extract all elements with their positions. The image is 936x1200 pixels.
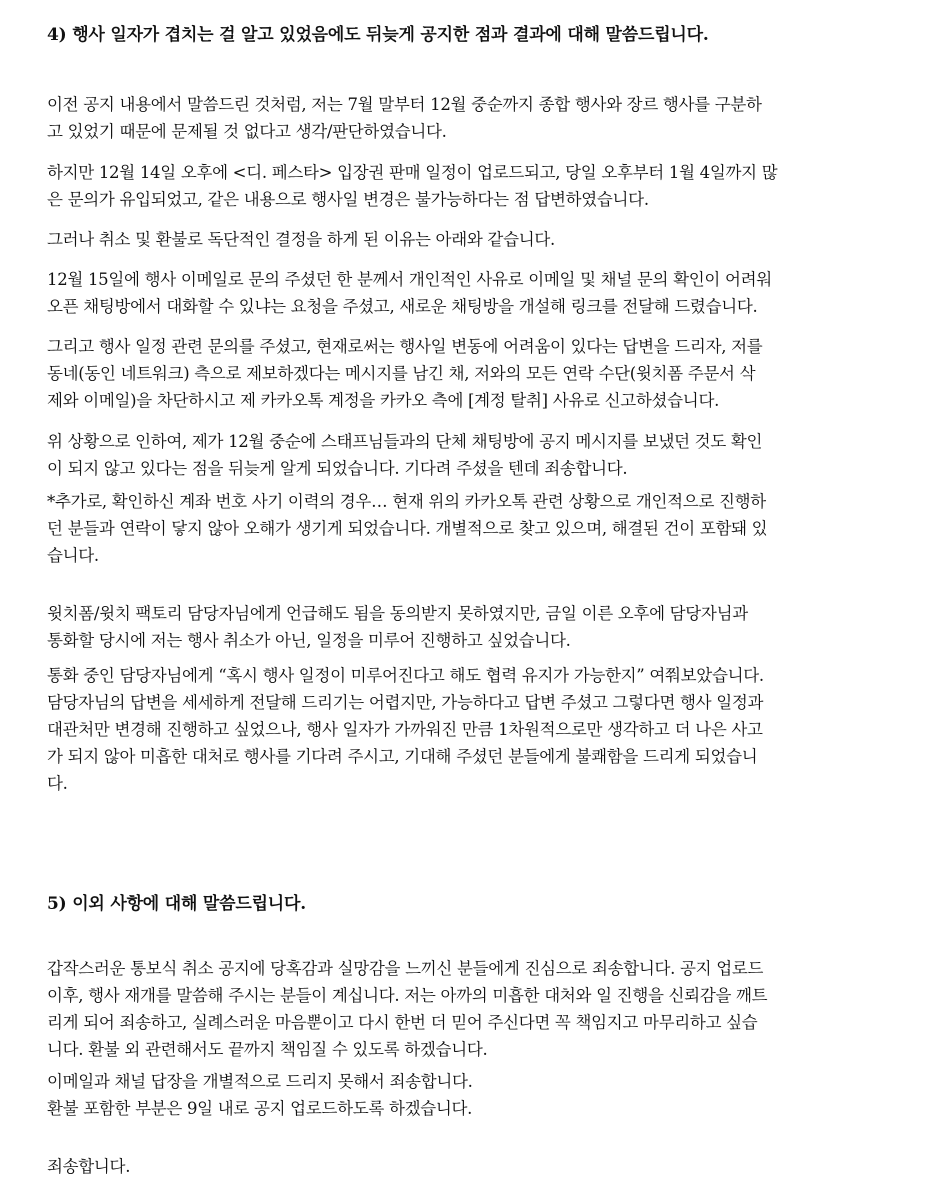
text-line: 은 문의가 유입되었고, 같은 내용으로 행사일 변경은 불가능하다는 점 답변하였습니다. bbox=[47, 190, 649, 209]
text-line: 하지만 12월 14일 오후에 <디. 페스타> 입장권 판매 일정이 업로드되고, 당일 오후부터 1월 4일까지 많 bbox=[47, 163, 778, 182]
text-line: 그러나 취소 및 환불로 독단적인 결정을 하게 된 이유는 아래와 같습니다. bbox=[47, 230, 555, 249]
section-4-heading: 4) 행사 일자가 겹치는 걸 알고 있었음에도 뒤늦게 공지한 점과 결과에 대해 말씀드립니다. bbox=[47, 25, 709, 45]
section-4-paragraph-6 bbox=[47, 428, 887, 482]
text-line: 갑작스러운 통보식 취소 공지에 당혹감과 실망감을 느끼신 분들에게 진심으로 죄송합니다. 공지 업로드 bbox=[47, 959, 764, 978]
text-line: 동네(동인 네트워크) 측으로 제보하겠다는 메시지를 남긴 채, 저와의 모든 연락 수단(윗치폼 주문서 삭 bbox=[47, 364, 756, 383]
section-4-paragraph-4 bbox=[47, 266, 887, 320]
text-line: 환불 포함한 부분은 9일 내로 공지 업로드하도록 하겠습니다. bbox=[47, 1099, 473, 1118]
text-line: 12월 15일에 행사 이메일로 문의 주셨던 한 분께서 개인적인 사유로 이메일 및 채널 문의 확인이 어려워 bbox=[47, 270, 772, 289]
section-5-paragraph-1 bbox=[47, 955, 887, 1063]
text-line: 고 있었기 때문에 문제될 것 없다고 생각/판단하였습니다. bbox=[47, 122, 447, 141]
section-5-heading: 5) 이외 사항에 대해 말씀드립니다. bbox=[47, 894, 306, 914]
text-line: 다. bbox=[47, 774, 68, 793]
text-line: 던 분들과 연락이 닿지 않아 오해가 생기게 되었습니다. 개별적으로 찾고 있으며, 해결된 건이 포함돼 있 bbox=[47, 519, 768, 538]
text-line: 이 되지 않고 있다는 점을 뒤늦게 알게 되었습니다. 기다려 주셨을 텐데 죄송합니다. bbox=[47, 459, 628, 478]
section-5-paragraph-2 bbox=[47, 1068, 887, 1122]
text-line: 윗치폼/윗치 팩토리 담당자님에게 언급해도 됨을 동의받지 못하였지만, 금일 이른 오후에 담당자님과 bbox=[47, 604, 748, 623]
section-4-paragraph-1 bbox=[47, 91, 887, 145]
text-line: 이전 공지 내용에서 말씀드린 것처럼, 저는 7월 말부터 12월 중순까지 종합 행사와 장르 행사를 구분하 bbox=[47, 95, 762, 114]
text-line: 통화할 당시에 저는 행사 취소가 아닌, 일정을 미루어 진행하고 싶었습니다. bbox=[47, 631, 571, 650]
text-line: 리게 되어 죄송하고, 실례스러운 마음뿐이고 다시 한번 더 믿어 주신다면 꼭 책임지고 마무리하고 싶습 bbox=[47, 1013, 758, 1032]
text-line: 습니다. bbox=[47, 546, 99, 565]
text-line: 가 되지 않아 미흡한 대처로 행사를 기다려 주시고, 기대해 주셨던 분들에게 불쾌함을 드리게 되었습니 bbox=[47, 747, 758, 766]
text-line: 제와 이메일)을 차단하시고 제 카카오톡 계정을 카카오 측에 [계정 탈취] 사유로 신고하셨습니다. bbox=[47, 391, 720, 410]
text-line: 그리고 행사 일정 관련 문의를 주셨고, 현재로써는 행사일 변동에 어려움이 있다는 답변을 드리자, 저를 bbox=[47, 337, 763, 356]
text-line: 위 상황으로 인하여, 제가 12월 중순에 스태프님들과의 단체 채팅방에 공지 메시지를 보냈던 것도 확인 bbox=[47, 432, 763, 451]
section-5-paragraph-3 bbox=[47, 1153, 887, 1180]
text-line: 오픈 채팅방에서 대화할 수 있냐는 요청을 주셨고, 새로운 채팅방을 개설해 링크를 전달해 드렸습니다. bbox=[47, 297, 758, 316]
section-4-paragraph-9 bbox=[47, 662, 887, 797]
text-line: *추가로, 확인하신 계좌 번호 사기 이력의 경우… 현재 위의 카카오톡 관련 상황으로 개인적으로 진행하 bbox=[47, 492, 766, 511]
text-line: 니다. 환불 외 관련해서도 끝까지 책임질 수 있도록 하겠습니다. bbox=[47, 1040, 488, 1059]
section-4-paragraph-8 bbox=[47, 600, 887, 654]
section-4-paragraph-5 bbox=[47, 333, 887, 414]
text-line: 대관처만 변경해 진행하고 싶었으나, 행사 일자가 가까워진 만큼 1차원적으로만 생각하고 더 나은 사고 bbox=[47, 720, 763, 739]
text-line: 담당자님의 답변을 세세하게 전달해 드리기는 어렵지만, 가능하다고 답변 주셨고 그렇다면 행사 일정과 bbox=[47, 693, 764, 712]
text-line: 통화 중인 담당자님에게 “혹시 행사 일정이 미루어진다고 해도 협력 유지가 가능한지” 여쭤보았습니다. bbox=[47, 666, 764, 685]
text-line: 죄송합니다. bbox=[47, 1157, 131, 1176]
text-line: 이후, 행사 재개를 말씀해 주시는 분들이 계십니다. 저는 아까의 미흡한 대처와 일 진행을 신뢰감을 깨트 bbox=[47, 986, 768, 1005]
section-4-paragraph-7 bbox=[47, 488, 887, 569]
section-4-paragraph-3 bbox=[47, 226, 887, 253]
text-line: 이메일과 채널 답장을 개별적으로 드리지 못해서 죄송합니다. bbox=[47, 1072, 473, 1091]
section-4-paragraph-2 bbox=[47, 159, 887, 213]
